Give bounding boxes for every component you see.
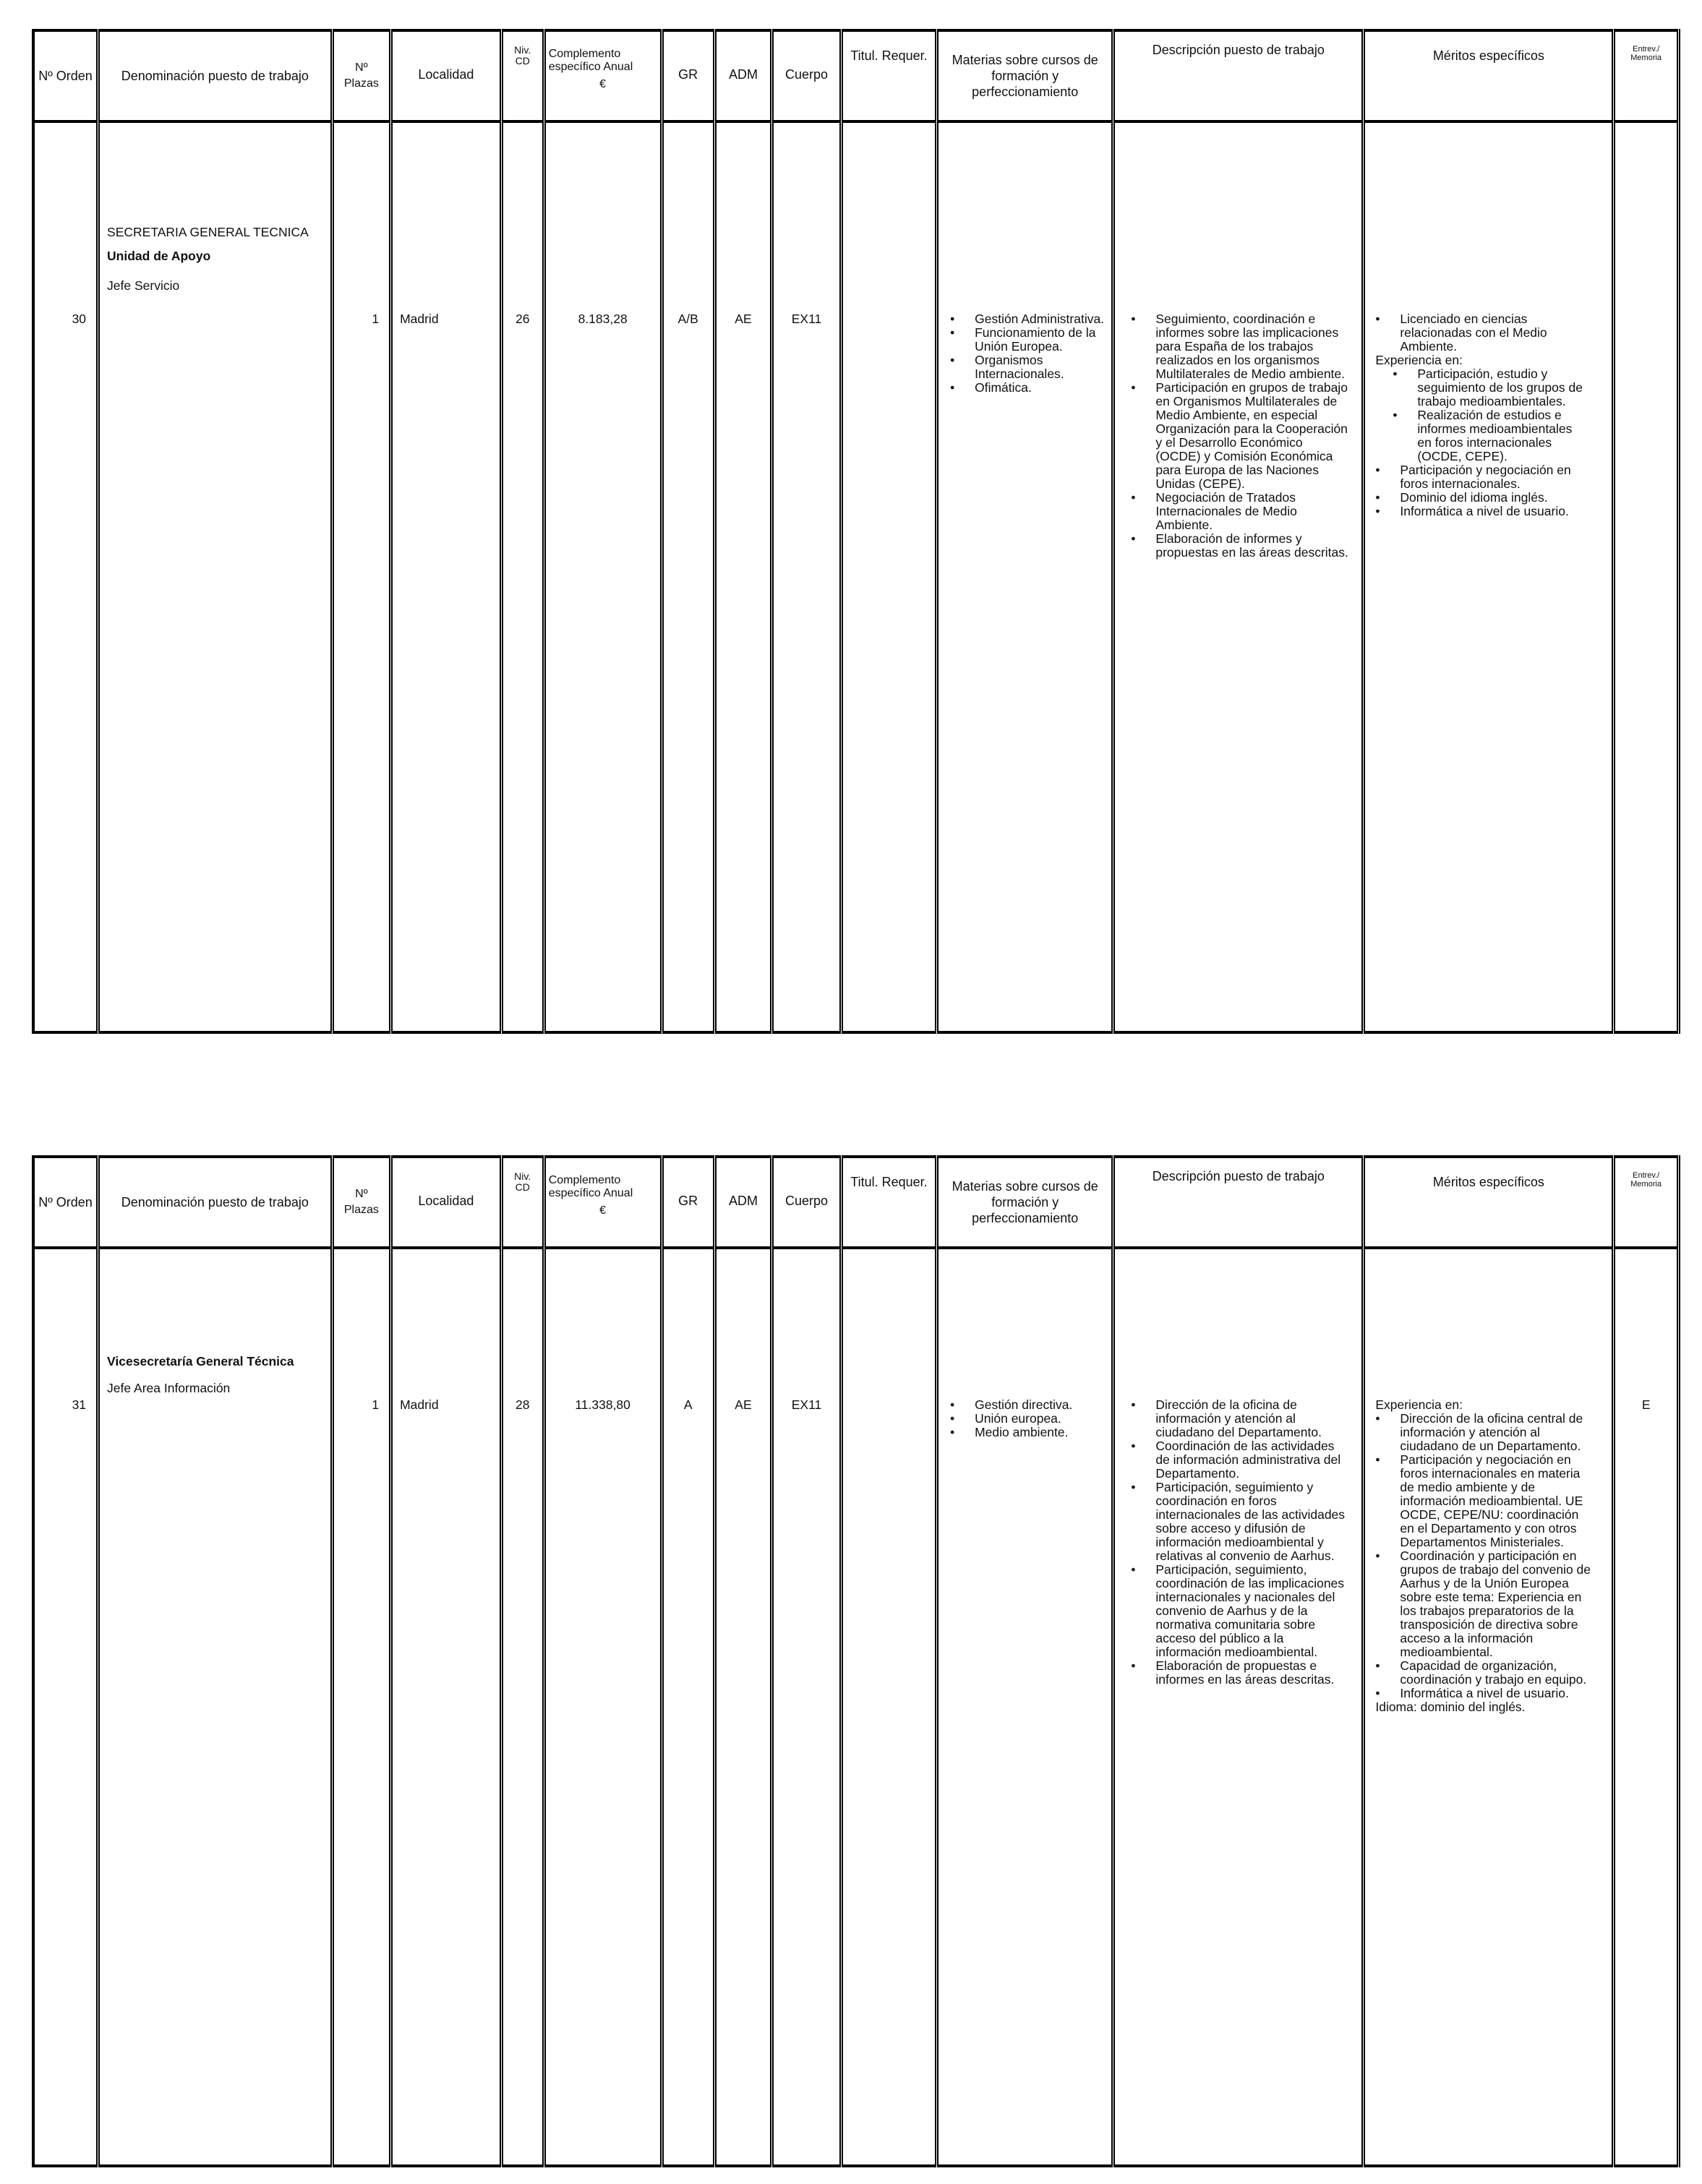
header-complemento-label: Complemento específico Anual [548, 48, 633, 73]
list-item: • Medio ambiente. [975, 1426, 1104, 1439]
header-denominacion: Denominación puesto de trabajo [98, 30, 333, 121]
header-complemento [544, 1157, 662, 1248]
cell-adm: AE [714, 1248, 771, 2166]
list-item: • Participación en grupos de trabajo en Organismos Multilaterales de Medio Ambiente, en especial Organización para la Cooperación y el Desarrollo Económico (OCDE) y Comisión Económica para Europa de las Naciones Unidas (CEPE). [1155, 381, 1348, 491]
cell-complemento: 8.183,28 [544, 121, 662, 1032]
header-nivel: Niv. CD [501, 1157, 544, 1248]
cell-meritos [1364, 1248, 1614, 2166]
header-descripcion: Descripción puesto de trabajo [1113, 1157, 1364, 1248]
header-orden: Nº Orden [33, 30, 98, 121]
header-cuerpo: Cuerpo [772, 1157, 842, 1248]
header-entrev: Entrev./ Memoria [1614, 30, 1679, 121]
list-item: • Dirección de la oficina de información y atención al ciudadano del Departamento. [1155, 1398, 1348, 1439]
descripcion-list [1131, 312, 1348, 560]
cell-descripcion [1113, 1248, 1364, 2166]
header-complemento-label: Complemento específico Anual [548, 1174, 633, 1199]
header-localidad: Localidad [391, 1157, 502, 1248]
header-euro: € [599, 78, 607, 90]
list-item: • Elaboración de propuestas e informes en las áreas descritas. [1155, 1659, 1348, 1687]
meritos-inner-list [1375, 367, 1583, 463]
job-title: Jefe Servicio [107, 278, 180, 293]
cell-plazas: 1 [332, 121, 390, 1032]
list-item: • Participación, estudio y seguimiento de los grupos de trabajo medioambientales. [1417, 367, 1583, 408]
job-table-2 [32, 1155, 1680, 2167]
header-adm: ADM [714, 1157, 771, 1248]
cell-materias [937, 1248, 1113, 2166]
header-row [33, 1157, 1679, 1248]
cell-orden: 31 [33, 1248, 98, 2166]
list-item: • Gestión Administrativa. [975, 312, 1104, 326]
cell-descripcion [1113, 121, 1364, 1032]
cell-materias [937, 121, 1113, 1032]
list-item: • Licenciado en ciencias relacionadas con el Medio Ambiente. [1400, 312, 1583, 354]
list-item: • Coordinación de las actividades de información administrativa del Departamento. [1155, 1439, 1348, 1481]
table-row [33, 121, 1679, 1032]
job-table-1 [32, 29, 1680, 1034]
meritos-exp-label: Experiencia en: [1375, 1397, 1463, 1412]
list-item: • Unión europea. [975, 1412, 1104, 1426]
cell-complemento: 11.338,80 [544, 1248, 662, 2166]
cell-adm: AE [714, 121, 771, 1032]
header-gr: GR [662, 1157, 714, 1248]
cell-nivel: 26 [501, 121, 544, 1032]
unit-subtitle: Unidad de Apoyo [107, 249, 211, 263]
header-meritos: Méritos específicos [1364, 1157, 1614, 1248]
cell-entrev [1614, 121, 1679, 1032]
cell-cuerpo: EX11 [772, 1248, 842, 2166]
meritos-exp-label: Experiencia en: [1375, 353, 1463, 367]
header-materias: Materias sobre cursos de formación y perfeccionamiento [937, 30, 1113, 121]
materias-list [950, 1398, 1104, 1439]
cell-gr: A/B [662, 121, 714, 1032]
cell-cuerpo: EX11 [772, 121, 842, 1032]
list-item: • Participación, seguimiento, coordinación de las implicaciones internacionales y nacionales del convenio de Aarhus y de la normativa comunitaria sobre acceso del público a la información medioambiental. [1155, 1563, 1348, 1659]
unit-title: Vicesecretaría General Técnica [107, 1354, 294, 1369]
meritos-idioma: Idioma: dominio del inglés. [1375, 1700, 1526, 1714]
meritos-rest-list [1375, 463, 1583, 518]
list-item: • Capacidad de organización, coordinación y trabajo en equipo. [1400, 1659, 1594, 1687]
cell-nivel: 28 [501, 1248, 544, 2166]
job-title: Jefe Area Información [107, 1381, 231, 1395]
cell-titul [841, 121, 936, 1032]
list-item: • Ofimática. [975, 381, 1104, 395]
cell-localidad: Madrid [391, 1248, 502, 2166]
header-entrev: Entrev./ Memoria [1614, 1157, 1679, 1248]
cell-meritos [1364, 121, 1614, 1032]
header-euro: € [599, 1204, 607, 1217]
list-item: • Negociación de Tratados Internacionales de Medio Ambiente. [1155, 491, 1348, 532]
header-orden: Nº Orden [33, 1157, 98, 1248]
list-item: • Dominio del idioma inglés. [1400, 491, 1583, 505]
meritos-list [1375, 1412, 1594, 1700]
header-cuerpo: Cuerpo [772, 30, 842, 121]
header-localidad: Localidad [391, 30, 502, 121]
cell-entrev: E [1614, 1248, 1679, 2166]
list-item: • Dirección de la oficina central de información y atención al ciudadano de un Departamento. [1400, 1412, 1594, 1453]
header-row [33, 30, 1679, 121]
materias-list [950, 312, 1104, 395]
header-descripcion: Descripción puesto de trabajo [1113, 30, 1364, 121]
list-item: • Coordinación y participación en grupos de trabajo del convenio de Aarhus y de la Unión Europea sobre este tema: Experiencia en los trabajos preparatorios de la transposición de directiva sobre acceso a la información medioambiental. [1400, 1549, 1594, 1659]
header-titul: Titul. Requer. [841, 30, 936, 121]
cell-gr: A [662, 1248, 714, 2166]
header-meritos: Méritos específicos [1364, 30, 1614, 121]
cell-localidad: Madrid [391, 121, 502, 1032]
meritos-list [1375, 312, 1583, 354]
cell-titul [841, 1248, 936, 2166]
header-gr: GR [662, 30, 714, 121]
header-nivel: Niv. CD [501, 30, 544, 121]
cell-denominacion [98, 1248, 333, 2166]
table-row [33, 1248, 1679, 2166]
header-adm: ADM [714, 30, 771, 121]
unit-title: SECRETARIA GENERAL TECNICA [107, 225, 309, 239]
header-materias: Materias sobre cursos de formación y perfeccionamiento [937, 1157, 1113, 1248]
header-plazas: Nº Plazas [332, 1157, 390, 1248]
header-denominacion: Denominación puesto de trabajo [98, 1157, 333, 1248]
descripcion-list [1131, 1398, 1348, 1687]
list-item: • Informática a nivel de usuario. [1400, 1687, 1594, 1700]
list-item: • Organismos Internacionales. [975, 354, 1104, 381]
list-item: • Funcionamiento de la Unión Europea. [975, 326, 1104, 354]
cell-plazas: 1 [332, 1248, 390, 2166]
list-item: • Elaboración de informes y propuestas en las áreas descritas. [1155, 532, 1348, 560]
cell-orden: 30 [33, 121, 98, 1032]
list-item: • Informática a nivel de usuario. [1400, 505, 1583, 518]
header-plazas: Nº Plazas [332, 30, 390, 121]
list-item: • Seguimiento, coordinación e informes sobre las implicaciones para España de los trabajos realizados en los organismos Multilaterales de Medio ambiente. [1155, 312, 1348, 381]
cell-denominacion [98, 121, 333, 1032]
list-item: • Participación, seguimiento y coordinación en foros internacionales de las actividades sobre acceso y difusión de información medioambiental y relativas al convenio de Aarhus. [1155, 1481, 1348, 1563]
list-item: • Participación y negociación en foros internacionales en materia de medio ambiente y de información medioambiental. UE OCDE, CEPE/NU: coordinación en el Departamento y con otros Departamentos Ministeriales. [1400, 1453, 1594, 1549]
list-item: • Participación y negociación en foros internacionales. [1400, 463, 1583, 491]
list-item: • Realización de estudios e informes medioambientales en foros internacionales (OCDE, CEPE). [1417, 408, 1583, 463]
header-complemento [544, 30, 662, 121]
header-titul: Titul. Requer. [841, 1157, 936, 1248]
list-item: • Gestión directiva. [975, 1398, 1104, 1412]
